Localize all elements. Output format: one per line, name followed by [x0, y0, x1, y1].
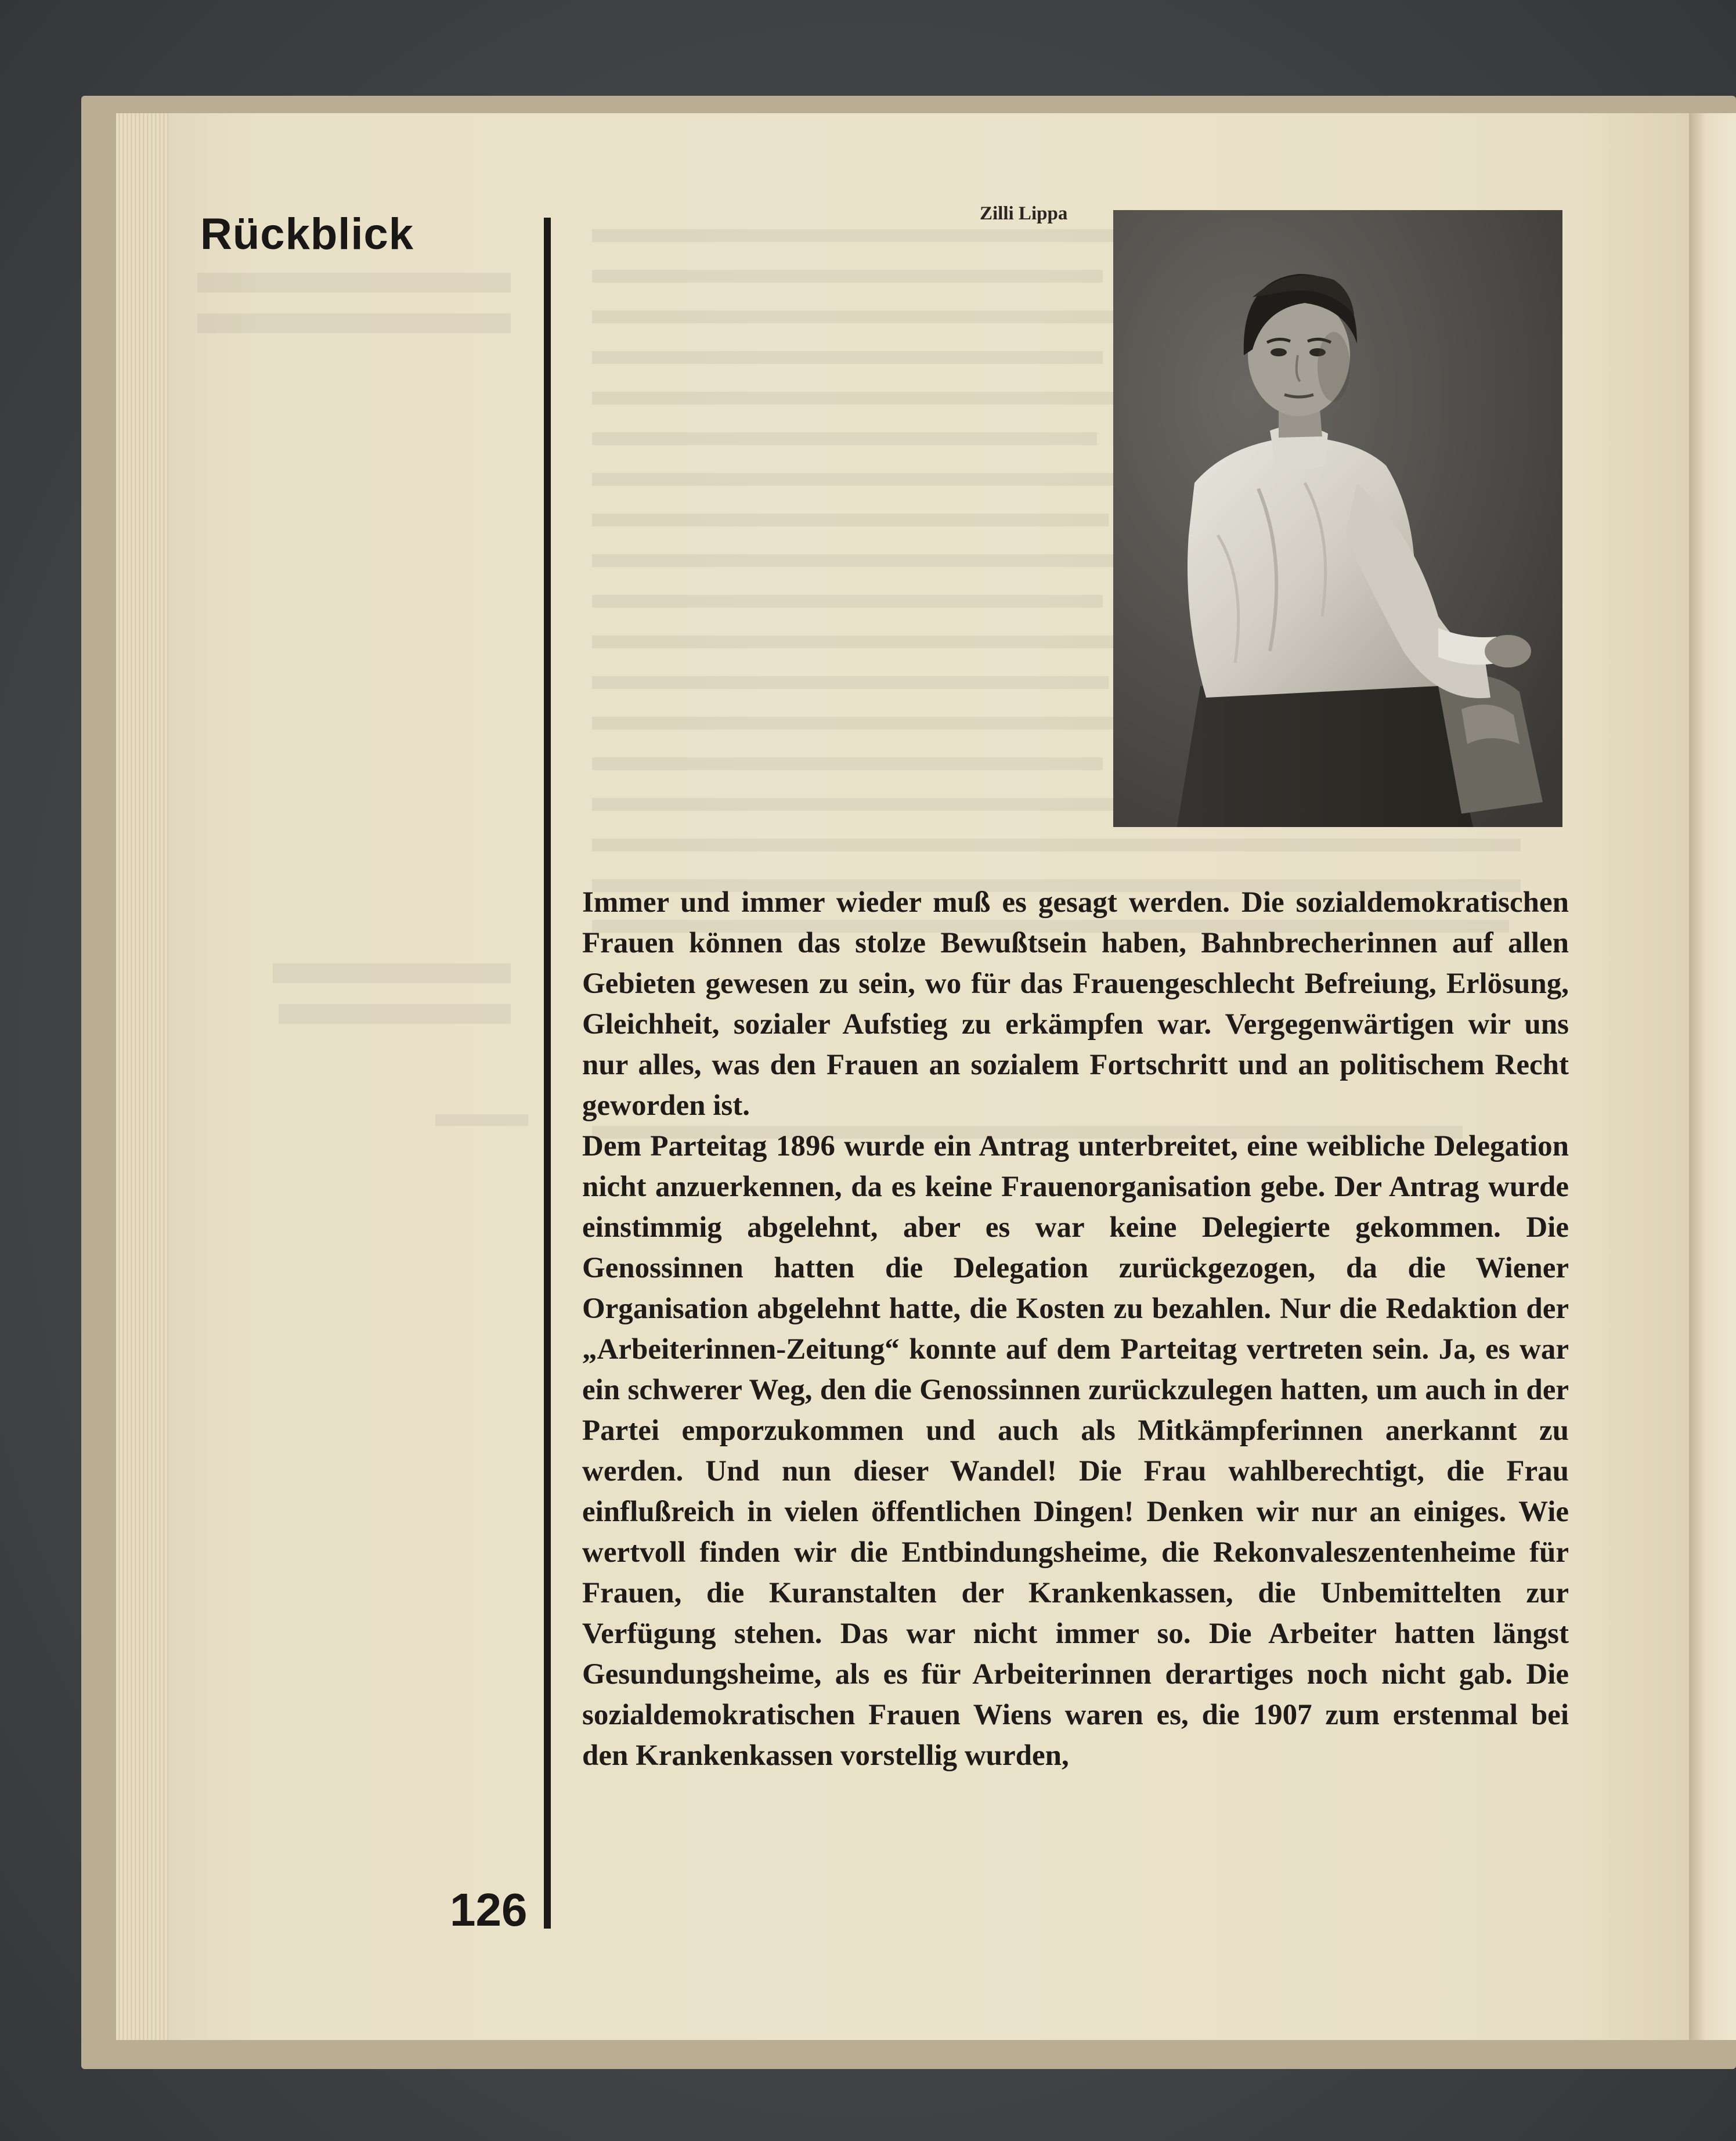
section-title: Rückblick	[200, 210, 414, 259]
photo-caption: Zilli Lippa	[980, 203, 1068, 224]
body-paragraph-2: Dem Parteitag 1896 wurde ein Antrag unterbreitet, eine weibliche Delegation nicht anzuerkennen, da es keine Frauenorganisation gebe. Der Antrag wurde einstimmig abgelehnt, aber es war keine Delegierte gekommen. Die Genossinnen hatten die Delegation zurückgezogen, da die Wiener Organisation abgelehnt hatte, die Kosten zu bezahlen. Nur die Redaktion der „Arbeiterinnen-Zeitung“ konnte auf dem Parteitag vertreten sein. Ja, es war ein schwerer Weg, den die Genossinnen zurückzulegen hatten, um auch in der Partei emporzukommen und auch als Mitkämpferinnen anerkannt zu werden. Und nun dieser Wandel! Die Frau wahlberechtigt, die Frau einflußreich in vielen öffentlichen Dingen! Denken wir nur an einiges. Wie wertvoll finden wir die Entbindungsheime, die Rekonvaleszentenheime für Frauen, die Kuranstalten der Krankenkassen, die Unbemittelten zur Verfügung stehen. Das war nicht immer so. Die Arbeiter hatten längst Gesundungsheime, als es für Arbeiterinnen derartiges noch nicht gab. Die sozialdemokratischen Frauen Wiens waren es, die 1907 zum erstenmal bei den Krankenkassen vorstellig wurden,	[582, 1130, 1569, 1772]
vertical-rule	[544, 218, 551, 1929]
portrait-photo	[1113, 210, 1562, 827]
page-number: 126	[450, 1884, 528, 1936]
body-paragraph-1: Immer und immer wieder muß es gesagt werden. Die sozialdemokratischen Frauen können das stolze Bewußtsein haben, Bahnbrecherinnen auf allen Gebieten gewesen zu sein, wo für das Frauengeschlecht Befreiung, Erlösung, Gleichheit, sozialer Aufstieg zu erkämpfen war. Vergegenwärtigen wir uns nur alles, was den Frauen an sozialem Fortschritt und an politischem Recht geworden ist.	[582, 886, 1569, 1122]
portrait-illustration	[1113, 210, 1562, 827]
body-text	[582, 882, 1569, 1776]
